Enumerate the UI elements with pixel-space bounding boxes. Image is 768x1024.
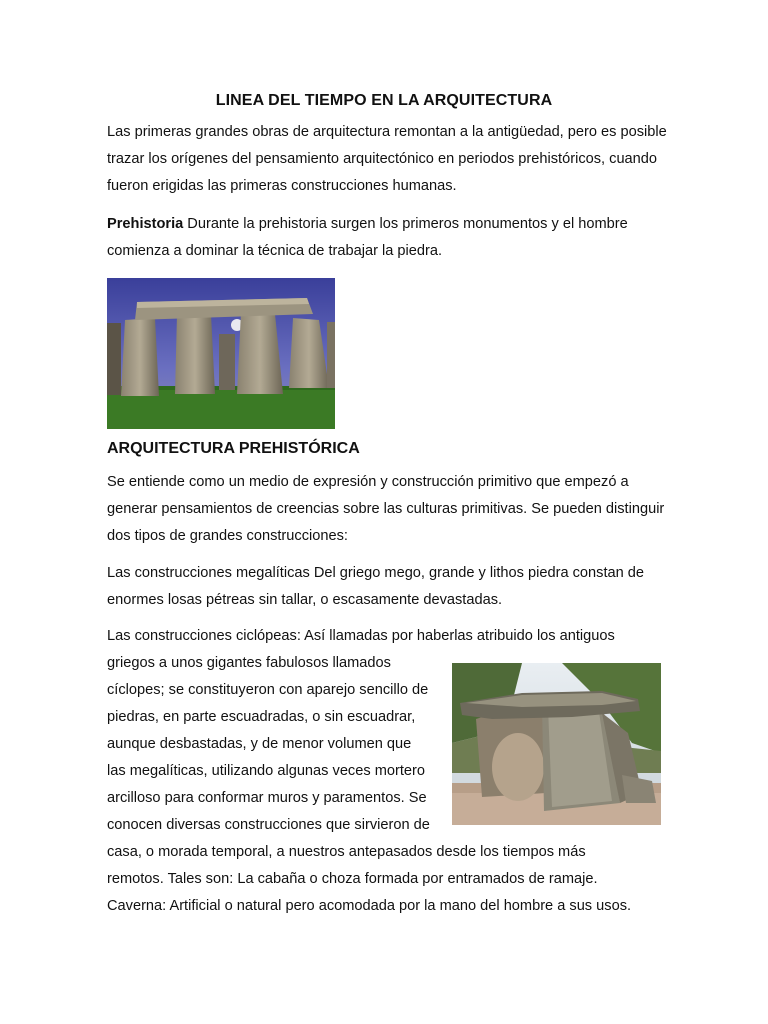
megaliticas-paragraph: Las construcciones megalíticas Del griego mego, grande y lithos piedra constan de enormes losas pétreas sin tallar, o escasamente devastadas. <box>107 565 645 608</box>
text-line: casa, o morada temporal, a nuestros antepasados desde los tiempos más <box>107 844 586 860</box>
text-line: arcilloso para conformar muros y paramentos. Se <box>107 790 427 806</box>
prehistoria-paragraph <box>107 211 667 265</box>
text-line: cíclopes; se constituyeron con aparejo sencillo de <box>107 682 429 698</box>
document-title: LINEA DEL TIEMPO EN LA ARQUITECTURA <box>215 92 553 109</box>
dolmen-image <box>452 663 661 825</box>
section-heading: ARQUITECTURA PREHISTÓRICA <box>107 440 360 457</box>
prehistoria-text: Durante la prehistoria surgen los primeros monumentos y el hombre comienza a dominar la técnica de trabajar la piedra. <box>107 216 628 259</box>
prehistoria-label: Prehistoria <box>107 216 184 232</box>
text-line: Caverna: Artificial o natural pero acomodada por la mano del hombre a sus usos. <box>107 898 632 914</box>
text-line: conocen diversas construcciones que sirvieron de <box>107 817 430 833</box>
intro-paragraph: Las primeras grandes obras de arquitectura remontan a la antigüedad, pero es posible trazar los orígenes del pensamiento arquitectónico en periodos prehistóricos, cuando fueron erigidas las primeras construcciones humanas. <box>107 124 667 194</box>
text-line: griegos a unos gigantes fabulosos llamados <box>107 655 391 671</box>
definition-paragraph: Se entiende como un medio de expresión y construcción primitivo que empezó a generar pensamientos de creencias sobre las culturas primitivas. Se pueden distinguir dos tipos de grandes construcciones: <box>107 474 665 544</box>
text-line: las megalíticas, utilizando algunas veces mortero <box>107 763 425 779</box>
stonehenge-image <box>107 278 335 429</box>
text-line: remotos. Tales son: La cabaña o choza formada por entramados de ramaje. <box>107 871 598 887</box>
text-line: piedras, en parte escuadradas, o sin escuadrar, <box>107 709 416 725</box>
text-line: Las construcciones ciclópeas: Así llamadas por haberlas atribuido los antiguos <box>107 628 615 644</box>
text-line: aunque desbastadas, y de menor volumen que <box>107 736 412 752</box>
